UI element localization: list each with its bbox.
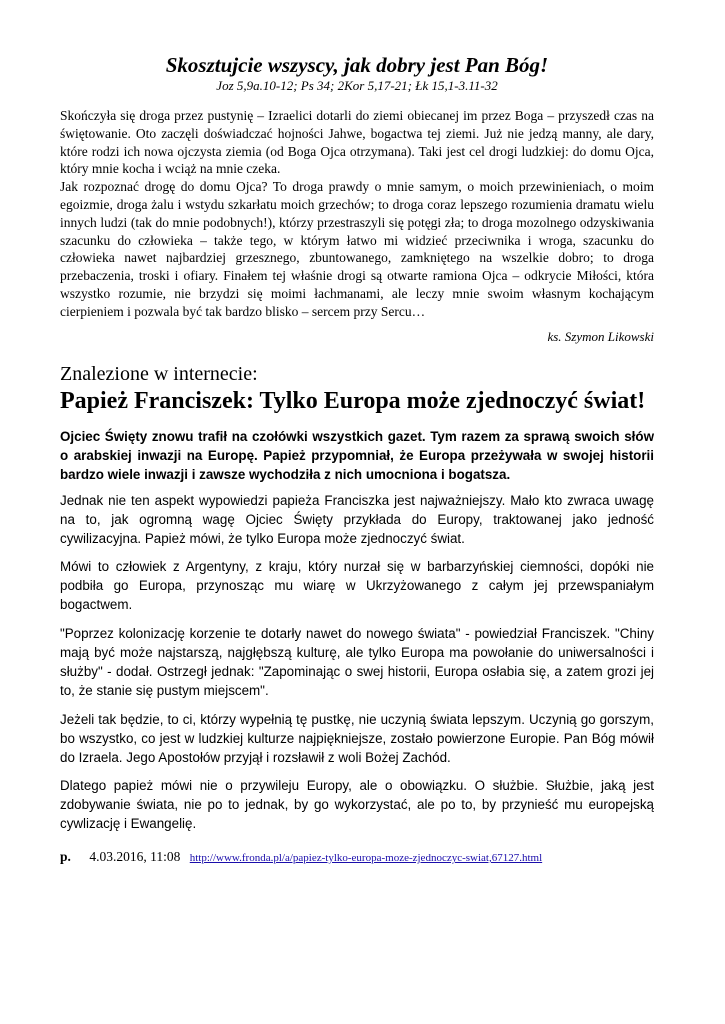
source-link[interactable]: http://www.fronda.pl/a/papiez-tylko-europa-moze-zjednoczyc-swiat,67127.html — [189, 852, 543, 864]
article-paragraph: Mówi to człowiek z Argentyny, z kraju, który nurzał się w barbarzyńskiej ciemności, dopóki nie podbiła go Europa, przynosząc mu wiarę w Ukrzyżowanego z całym jej przewspaniałym bogactwem. — [60, 559, 654, 612]
scripture-references: Joz 5,9a.10-12; Ps 34; 2Kor 5,17-21; Łk 15,1-3.11-32 — [216, 78, 498, 93]
article-title: Papież Franciszek: Tylko Europa może zjednoczyć świat! — [60, 388, 646, 414]
article-paragraph: "Poprzez kolonizację korzenie te dotarły nawet do nowego świata" - powiedział Franciszek. "Chiny mają być może najstarszą, najgłębszą kulturę, ale tylko Europa ma powołanie do uniwersalności i służby" - dodał. Ostrzegł jednak: "Zapominając o swej historii, Europa osłabia się, a zatem grozi jej to, że stanie się pustym miejscem". — [60, 626, 654, 698]
found-online-label: Znalezione w internecie: — [60, 363, 258, 385]
reflection-body — [60, 107, 654, 321]
source-line — [60, 848, 654, 867]
article-paragraph: Dlatego papież mówi nie o przywileju Europy, ale o obowiązku. O służbie. Służbie, jaką jest zdobywanie świata, nie po to jednak, by go wykorzystać, ale po to, by przynieść mu europejską cywlizację i Ewangelię. — [60, 778, 654, 831]
article-paragraph: Jeżeli tak będzie, to ci, którzy wypełnią tę pustkę, nie uczynią świata lepszym. Uczynią go gorszym, bo wszystko, co jest w ludzkiej kulturze najpiękniejsze, zostało powierzone Europie. Pan Bóg mówił do Izraela. Jego Apostołów przyjął i rozsławił z woli Bożej Zachód. — [60, 712, 654, 765]
reflection-title: Skosztujcie wszyscy, jak dobry jest Pan Bóg! — [165, 53, 549, 77]
author-signature: ks. Szymon Likowski — [547, 329, 654, 344]
article-lead: Ojciec Święty znowu trafił na czołówki wszystkich gazet. Tym razem za sprawą swoich słów o arabskiej inwazji na Europę. Papież przypomniał, że Europa przeżywała w swojej historii bardzo wiele inwazji i zawsze wychodziła z nich umocniona i bogatsza. — [60, 429, 654, 482]
article-paragraph: Jednak nie ten aspekt wypowiedzi papieża Franciszka jest najważniejszy. Mało kto zwraca uwagę na to, jak ogromną wagę Ojciec Święty przykłada do Europy, traktowanej jako jedność cywilizacyjna. Papież mówi, że tylko Europa może zjednoczyć świat. — [60, 493, 654, 546]
source-date: 4.03.2016, 11:08 — [89, 849, 181, 864]
source-initial: p. — [60, 849, 71, 864]
reflection-paragraph: Skończyła się droga przez pustynię – Izraelici dotarli do ziemi obiecanej im przez Boga – przyszedł czas na świętowanie. Oto zaczęli doświadczać hojności Jahwe, bogactwa tej ziemi. Już nie jedzą manny, ale dary, które rodzi ich nowa ojczysta ziemia (od Boga Ojca otrzymana). Taki jest cel drogi ludzkiej: do domu Ojca, który mnie kocha i wciąż na mnie czeka. — [60, 108, 654, 177]
reflection-paragraph: Jak rozpoznać drogę do domu Ojca? To droga prawdy o mnie samym, o moich przewinieniach, o moim egoizmie, droga żalu i wstydu szkarłatu moich grzechów; to droga coraz lepszego rozumienia dramatu wielu innych ludzi (tak do mnie podobnych!), którzy przestraszyli się potęgi zła; to droga mozolnego odzyskiwania szacunku do człowieka – także tego, w którym łatwo mi widzieć przeciwnika i wroga, szacunku do człowieka nawet najbardziej grzesznego, zbuntowanego, zamkniętego na wszelkie dobro; to droga przebaczenia, troski i ofiary. Finałem tej właśnie drogi są otwarte ramiona Ojca – odkrycie Miłości, która wszystko rozumie, nie brzydzi się moimi łachmanami, ale leczy mnie swoim własnym kochającym cierpieniem i pozwala być tak bardzo blisko – sercem przy Sercu… — [60, 179, 654, 319]
